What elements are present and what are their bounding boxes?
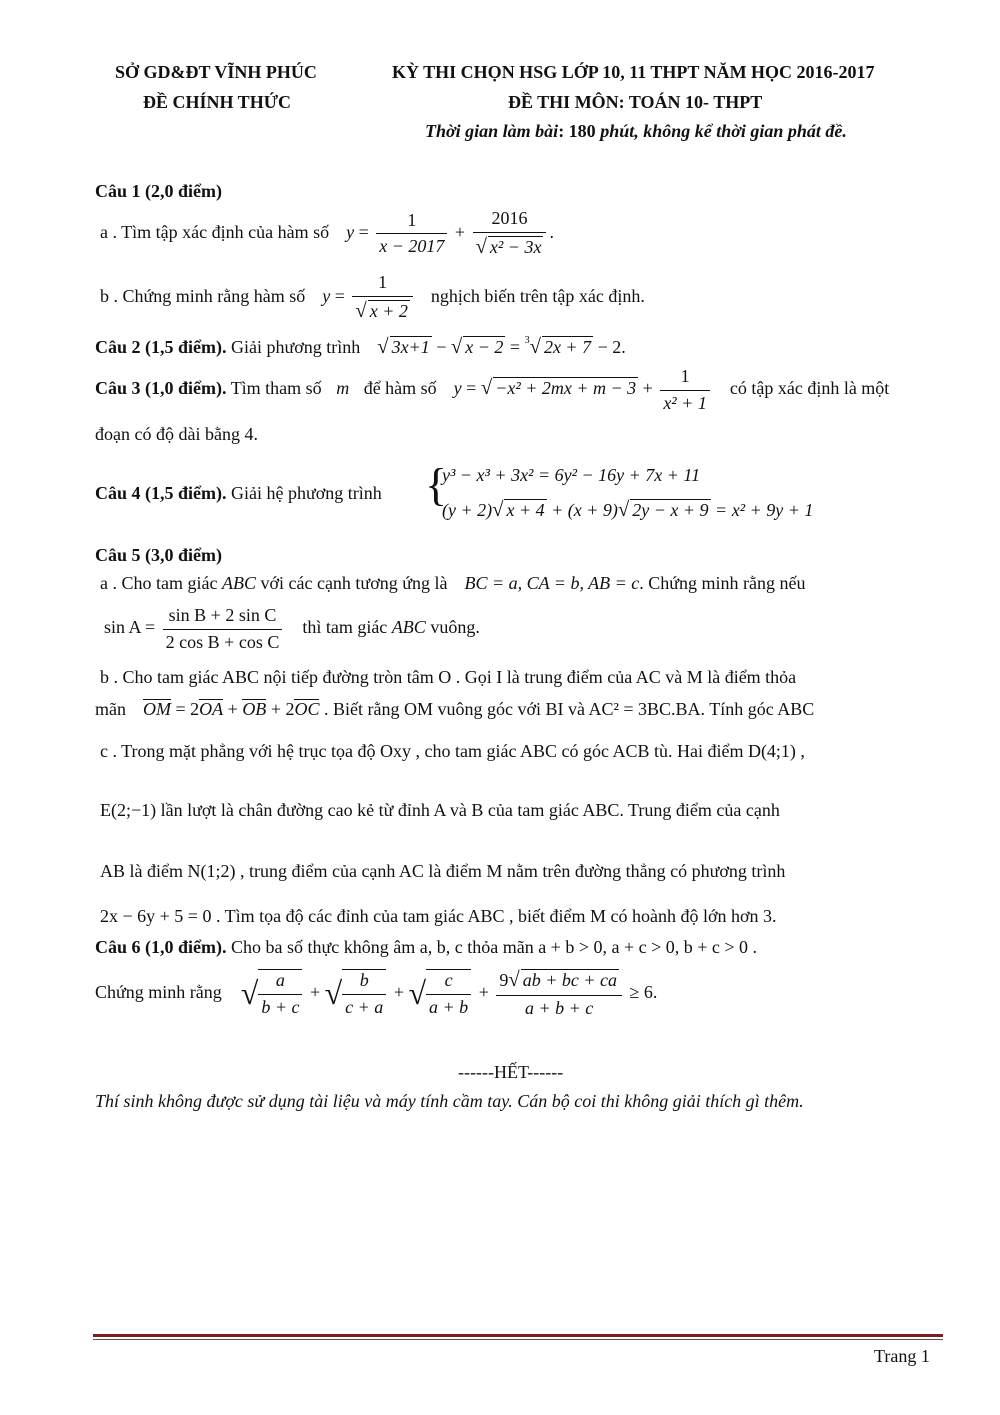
q6: Câu 6 (1,0 điểm). Cho ba số thực không âm a, b, c thỏa mãn a + b > 0, a + c > 0, b + c > 0 .: [95, 937, 758, 957]
q5-part-a: a . Cho tam giác ABC với các cạnh tương ứng là BC = a, CA = b, AB = c. Chứng minh rằng nếu: [100, 573, 806, 593]
q3: Câu 3 (1,0 điểm). Tìm tham số m để hàm số y = √ −x² + 2mx + m − 3 + $\frac{1}{\text{x² + 1}}$ có tập xác định là một: [95, 366, 890, 413]
q5-title: Câu 5 (3,0 điểm): [95, 545, 222, 565]
q4-eq1: y³ − x³ + 3x² = 6y² − 16y + 7x + 11: [442, 465, 701, 485]
org-name: SỞ GD&ĐT VĨNH PHÚC: [115, 62, 317, 82]
exam-note: Thí sinh không được sử dụng tài liệu và máy tính cầm tay. Cán bộ coi thi không giải thích gì thêm.: [95, 1091, 804, 1111]
exam-subject: ĐỀ THI MÔN: TOÁN 10- THPT: [508, 92, 763, 112]
q3-line2: đoạn có độ dài bằng 4.: [95, 424, 258, 444]
q1-part-a: a . Tìm tập xác định của hàm số y = $\frac{1}{x - 2017}$ + $\frac{2016}{\text{√ x² − 3x}}$ .: [100, 208, 554, 258]
exam-title: KỲ THI CHỌN HSG LỚP 10, 11 THPT NĂM HỌC 2016-2017: [392, 62, 875, 82]
end-marker: ------HẾT------: [458, 1062, 564, 1082]
q5-part-b-line2: mãn OM = 2OA + OB + 2OC . Biết rằng OM vuông góc với BI và AC² = 3BC.BA. Tính góc ABC: [95, 699, 815, 719]
q4-eq2: (y + 2)√ x + 4 + (x + 9)√ 2y − x + 9 = x² + 9y + 1: [442, 499, 814, 521]
q5-part-b-line1: b . Cho tam giác ABC nội tiếp đường tròn tâm O . Gọi I là trung điểm của AC và M là điểm thỏa: [100, 667, 797, 687]
page-number: Trang 1: [874, 1346, 930, 1366]
footer-rule-thin: [93, 1339, 943, 1340]
q5-part-c-line3: AB là điểm N(1;2) , trung điểm của cạnh AC là điểm M nằm trên đường thẳng có phương trình: [100, 861, 786, 881]
q2: Câu 2 (1,5 điểm). Giải phương trình √ 3x+1 − √ x − 2 = $^3$√ 2x + 7 − 2.: [95, 335, 626, 358]
footer-rule: [93, 1334, 943, 1337]
q5-part-c-line4: 2x − 6y + 5 = 0 . Tìm tọa độ các đỉnh của tam giác ABC , biết điểm M có hoành độ lớn hơn 3.: [100, 906, 777, 926]
q6-inequality: Chứng minh rằng √ $\frac{a}{b + c}$ + √ $\frac{b}{c + a}$ + √ $\frac{c}{a + b}$ + $\frac{9√ ab + bc + ca}{a + b + c}$ ≥ 6.: [95, 969, 658, 1018]
exam-time: Thời gian làm bài: 180 phút, không kể thời gian phát đề.: [425, 121, 847, 141]
q5-part-a-formula: sin A = $\frac{\text{sin B + 2 sin C}}{\text{2 cos B + cos C}}$ thì tam giác ABC vuông.: [104, 605, 480, 652]
system-brace: {: [425, 459, 448, 510]
official-label: ĐỀ CHÍNH THỨC: [143, 92, 292, 112]
q1-title: Câu 1 (2,0 điểm): [95, 181, 222, 201]
q5-part-c-line1: c . Trong mặt phẳng với hệ trục tọa độ Oxy , cho tam giác ABC có góc ACB tù. Hai điểm D(4;1) ,: [100, 741, 805, 761]
q4: Câu 4 (1,5 điểm). Giải hệ phương trình: [95, 483, 382, 503]
q1-part-b: b . Chứng minh rằng hàm số y = $\frac{1}{√ x + 2}$ nghịch biến trên tập xác định.: [100, 272, 645, 322]
q5-part-c-line2: E(2;−1) lần lượt là chân đường cao kẻ từ đỉnh A và B của tam giác ABC. Trung điểm của cạnh: [100, 800, 780, 820]
